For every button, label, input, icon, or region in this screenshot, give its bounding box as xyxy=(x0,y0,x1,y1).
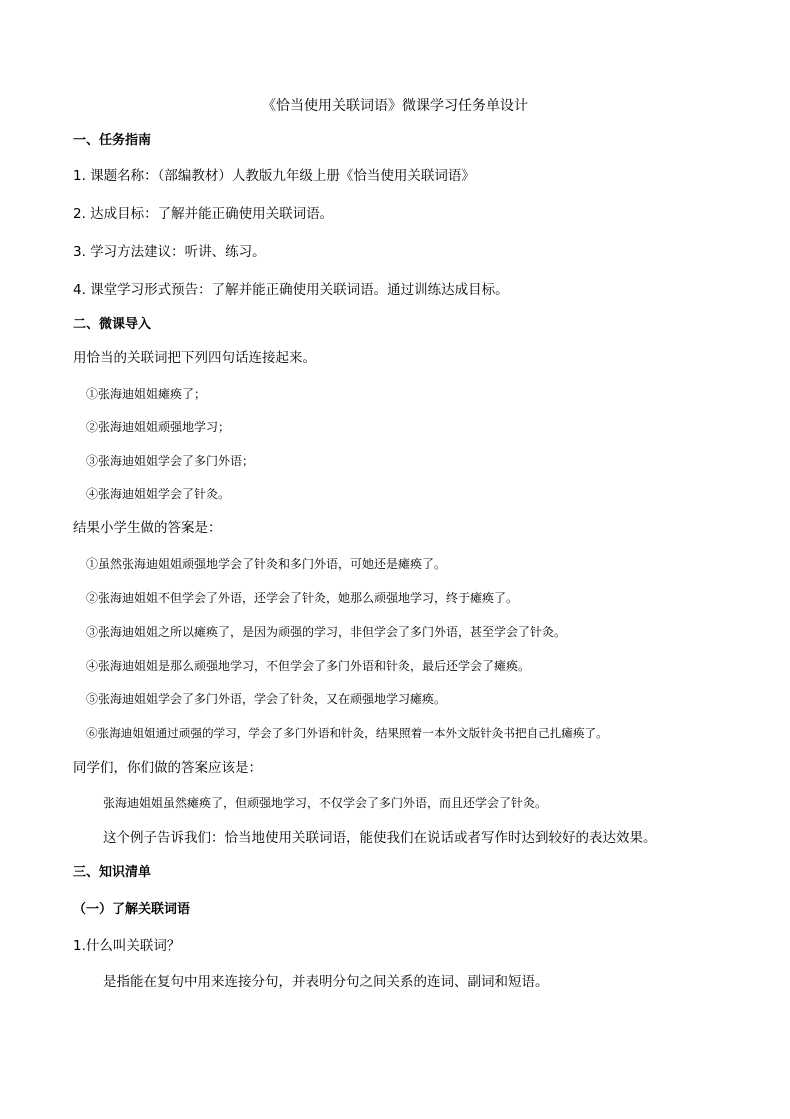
subsection-heading-understand: （一）了解关联词语 xyxy=(73,902,191,917)
student-answers-intro: 结果小学生做的答案是： xyxy=(73,520,222,536)
task-item-2: 2. 达成目标：了解并能正确使用关联词语。 xyxy=(73,206,334,222)
section-heading-knowledge: 三、知识清单 xyxy=(73,865,152,880)
correct-answer-intro: 同学们，你们做的答案应该是： xyxy=(73,760,262,776)
section-heading-intro: 二、微课导入 xyxy=(73,317,152,332)
answer-1: 是指能在复句中用来连接分句，并表明分句之间关系的连词、副词和短语。 xyxy=(103,974,549,990)
student-answer-6: ⑥张海迪姐姐通过顽强的学习，学会了多门外语和针灸，结果照着一本外文版针灸书把自己扎瘫痪了。 xyxy=(86,726,608,740)
task-item-3: 3. 学习方法建议：听讲、练习。 xyxy=(73,244,266,260)
conclusion: 这个例子告诉我们：恰当地使用关联词语，能使我们在说话或者写作时达到较好的表达效果。 xyxy=(103,830,657,846)
student-answer-5: ⑤张海迪姐姐学会了多门外语，学会了针灸，又在顽强地学习瘫痪。 xyxy=(86,692,447,706)
page-title: 《恰当使用关联词语》微课学习任务单设计 xyxy=(262,98,528,114)
student-answer-2: ②张海迪姐姐不但学会了外语，还学会了针灸，她那么顽强地学习，终于瘫痪了。 xyxy=(86,591,519,605)
student-answer-3: ③张海迪姐姐之所以瘫痪了，是因为顽强的学习，非但学会了多门外语，甚至学会了针灸。 xyxy=(86,625,567,639)
student-answer-1: ①虽然张海迪姐姐顽强地学会了针灸和多门外语，可她还是瘫痪了。 xyxy=(86,557,447,571)
section-heading-task-guide: 一、任务指南 xyxy=(73,133,152,148)
student-answer-4: ④张海迪姐姐是那么顽强地学习，不但学会了多门外语和针灸，最后还学会了瘫痪。 xyxy=(86,659,531,673)
sentence-2: ②张海迪姐姐顽强地学习； xyxy=(86,420,231,434)
sentence-4: ④张海迪姐姐学会了针灸。 xyxy=(86,487,231,501)
task-item-4: 4. 课堂学习形式预告：了解并能正确使用关联词语。通过训练达成目标。 xyxy=(73,282,509,298)
intro-instruction: 用恰当的关联词把下列四句话连接起来。 xyxy=(73,350,316,366)
question-1: 1.什么叫关联词？ xyxy=(73,938,181,954)
sentence-1: ①张海迪姐姐瘫痪了； xyxy=(86,387,207,401)
correct-answer: 张海迪姐姐虽然瘫痪了，但顽强地学习，不仅学会了多门外语，而且还学会了针灸。 xyxy=(103,796,548,810)
sentence-3: ③张海迪姐姐学会了多门外语； xyxy=(86,454,255,468)
task-item-1: 1. 课题名称：（部编教材）人教版九年级上册《恰当使用关联词语》 xyxy=(73,168,475,184)
